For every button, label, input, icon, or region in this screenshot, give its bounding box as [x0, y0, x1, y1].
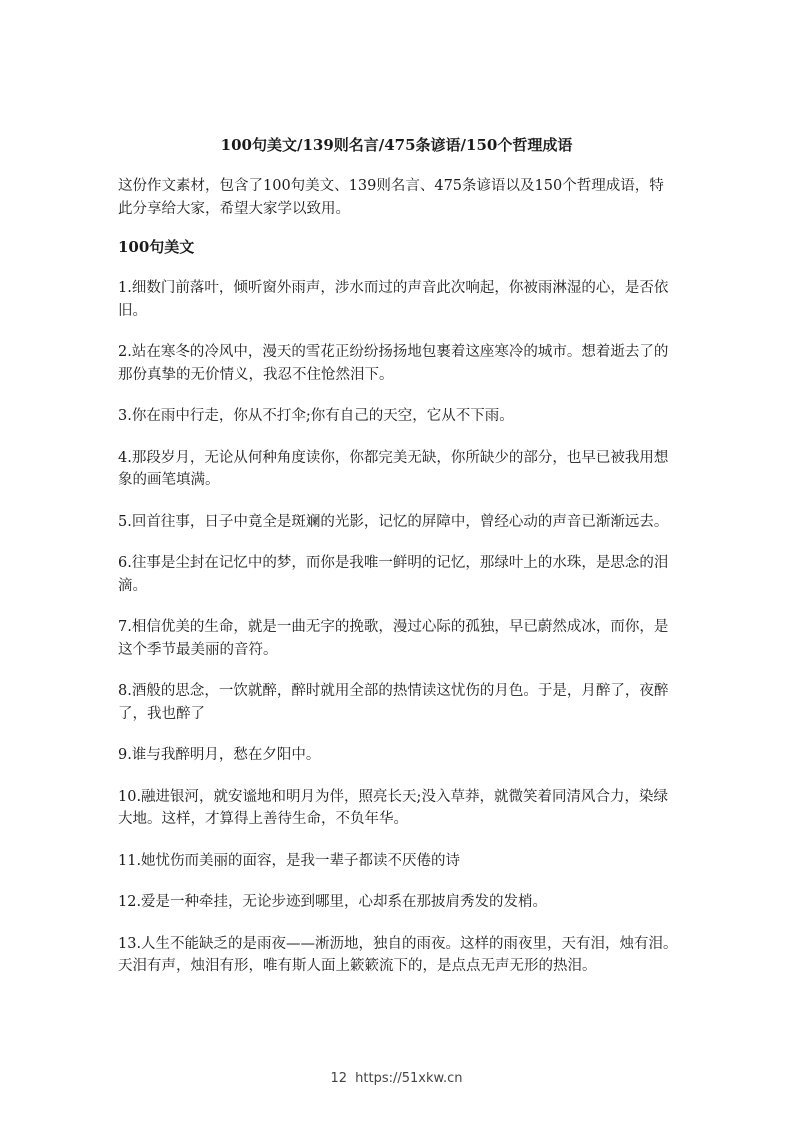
entry-paragraph: 13.人生不能缺乏的是雨夜——淅沥地，独自的雨夜。这样的雨夜里，天有泪，烛有泪。天泪有声，烛泪有形，唯有斯人面上簌簌流下的，是点点无声无形的热泪。 [118, 935, 678, 974]
entry-paragraph: 9.谁与我醉明月，愁在夕阳中。 [118, 747, 321, 763]
entry-paragraph: 3.你在雨中行走，你从不打伞;你有自己的天空，它从不下雨。 [118, 408, 514, 424]
entry-paragraph: 8.酒般的思念，一饮就醉，醉时就用全部的热情读这忧伤的月色。于是，月醉了，夜醉了，我也醉了 [118, 683, 669, 722]
page-number: 12 [330, 1071, 348, 1086]
entry-paragraph: 2.站在寒冬的冷风中，漫天的雪花正纷纷扬扬地包裹着这座寒冷的城市。想着逝去了的那份真挚的无价情义，我忍不住怆然泪下。 [118, 344, 669, 383]
entry-paragraph: 1.细数门前落叶，倾听窗外雨声，涉水而过的声音此次响起，你被雨淋湿的心，是否依旧。 [118, 280, 669, 319]
footer-url-link[interactable]: https://51xkw.cn [355, 1071, 463, 1086]
section-heading: 100句美文 [118, 238, 195, 256]
document-body [118, 175, 678, 997]
entry-paragraph: 6.往事是尘封在记忆中的梦，而你是我唯一鲜明的记忆，那绿叶上的水珠，是思念的泪滴。 [118, 555, 669, 594]
entry-paragraph: 4.那段岁月，无论从何种角度读你，你都完美无缺，你所缺少的部分，也早已被我用想象的画笔填满。 [118, 449, 669, 488]
entry-paragraph: 12.爱是一种牵挂，无论步迹到哪里，心却系在那披肩秀发的发梢。 [118, 894, 548, 910]
page-footer [0, 1070, 793, 1088]
intro-paragraph: 这份作文素材，包含了100句美文、139则名言、475条谚语以及150个哲理成语，特此分享给大家，希望大家学以致用。 [118, 178, 664, 217]
entry-paragraph: 11.她忧伤而美丽的面容，是我一辈子都读不厌倦的诗 [118, 852, 461, 869]
document-title: 100句美文/139则名言/475条谚语/150个哲理成语 [220, 136, 573, 154]
entry-paragraph: 7.相信优美的生命，就是一曲无字的挽歌，漫过心际的孤独，早已蔚然成冰，而你，是这个季节最美丽的音符。 [118, 619, 669, 658]
entry-paragraph: 10.融进银河，就安谧地和明月为伴，照亮长天;没入草莽，就微笑着同清风合力，染绿大地。这样，才算得上善待生命，不负年华。 [118, 788, 668, 827]
entry-paragraph: 5.回首往事，日子中竟全是斑斓的光影，记忆的屏障中，曾经心动的声音已渐渐远去。 [118, 513, 669, 530]
